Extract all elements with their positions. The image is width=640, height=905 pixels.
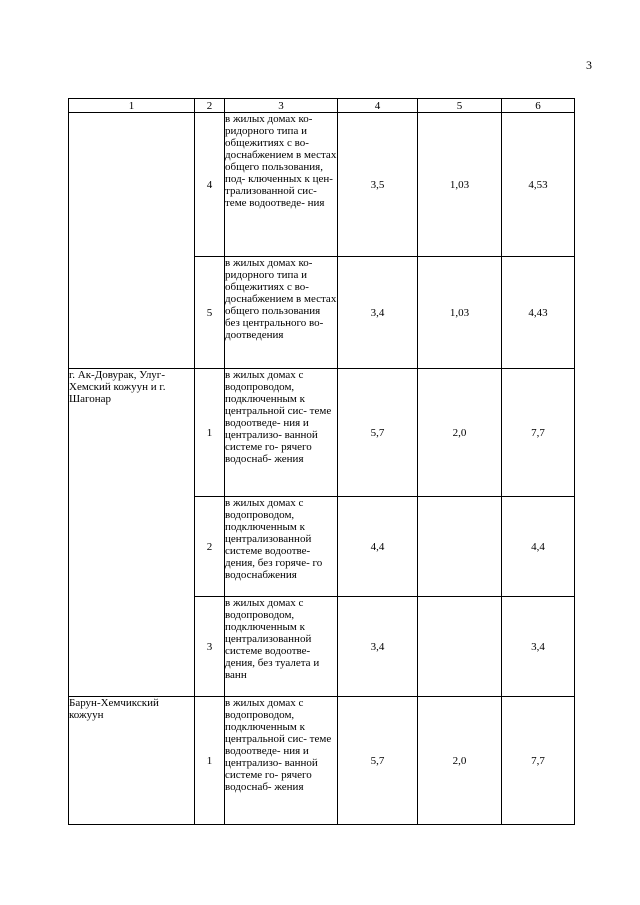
value-col-6: 7,7 xyxy=(502,697,575,825)
header-col-5: 5 xyxy=(418,99,502,113)
value-col-5: 2,0 xyxy=(418,369,502,497)
header-col-6: 6 xyxy=(502,99,575,113)
row-number: 2 xyxy=(195,497,225,597)
header-col-1: 1 xyxy=(69,99,195,113)
table-row xyxy=(69,369,575,497)
description-cell: в жилых домах ко- ридорного типа и общежитиях с во- доснабжением в местах общего пользования, под- ключенных к цен- трализованной сис- теме водоотведе- ния xyxy=(225,113,338,257)
value-col-5: 1,03 xyxy=(418,113,502,257)
location-cell: Барун-Хемчикский кожуун xyxy=(69,697,195,825)
row-number: 4 xyxy=(195,113,225,257)
value-col-4: 3,4 xyxy=(338,257,418,369)
description-cell: в жилых домах с водопроводом, подключенным к центральной сис- теме водоотведе- ния и централизо- ванной системе го- рячего водоснаб- жения xyxy=(225,697,338,825)
location-cell xyxy=(69,113,195,369)
value-col-6: 3,4 xyxy=(502,597,575,697)
description-cell: в жилых домах с водопроводом, подключенным к централизованной системе водоотве- дения, без горяче- го водоснабжения xyxy=(225,497,338,597)
row-number: 1 xyxy=(195,369,225,497)
value-col-6: 4,53 xyxy=(502,113,575,257)
description-cell: в жилых домах с водопроводом, подключенным к централизованной системе водоотве- дения, без туалета и ванн xyxy=(225,597,338,697)
row-number: 3 xyxy=(195,597,225,697)
description-cell: в жилых домах ко- ридорного типа и общежитиях с во- доснабжением в местах общего пользования без центрального во- доотведения xyxy=(225,257,338,369)
description-cell: в жилых домах с водопроводом, подключенным к центральной сис- теме водоотведе- ния и централизо- ванной системе го- рячего водоснаб- жения xyxy=(225,369,338,497)
value-col-4: 5,7 xyxy=(338,369,418,497)
value-col-4: 3,4 xyxy=(338,597,418,697)
value-col-5 xyxy=(418,497,502,597)
value-col-5: 2,0 xyxy=(418,697,502,825)
norms-table xyxy=(68,98,575,825)
table-row xyxy=(69,697,575,825)
row-number: 1 xyxy=(195,697,225,825)
table-row xyxy=(69,113,575,257)
header-col-4: 4 xyxy=(338,99,418,113)
value-col-4: 3,5 xyxy=(338,113,418,257)
value-col-4: 5,7 xyxy=(338,697,418,825)
page-number: 3 xyxy=(586,58,592,72)
value-col-6: 4,4 xyxy=(502,497,575,597)
header-col-3: 3 xyxy=(225,99,338,113)
value-col-5: 1,03 xyxy=(418,257,502,369)
header-col-2: 2 xyxy=(195,99,225,113)
row-number: 5 xyxy=(195,257,225,369)
value-col-6: 7,7 xyxy=(502,369,575,497)
location-cell: г. Ак-Довурак, Улуг-Хемский кожуун и г. Шагонар xyxy=(69,369,195,697)
header-row xyxy=(69,99,575,113)
value-col-6: 4,43 xyxy=(502,257,575,369)
value-col-5 xyxy=(418,597,502,697)
value-col-4: 4,4 xyxy=(338,497,418,597)
